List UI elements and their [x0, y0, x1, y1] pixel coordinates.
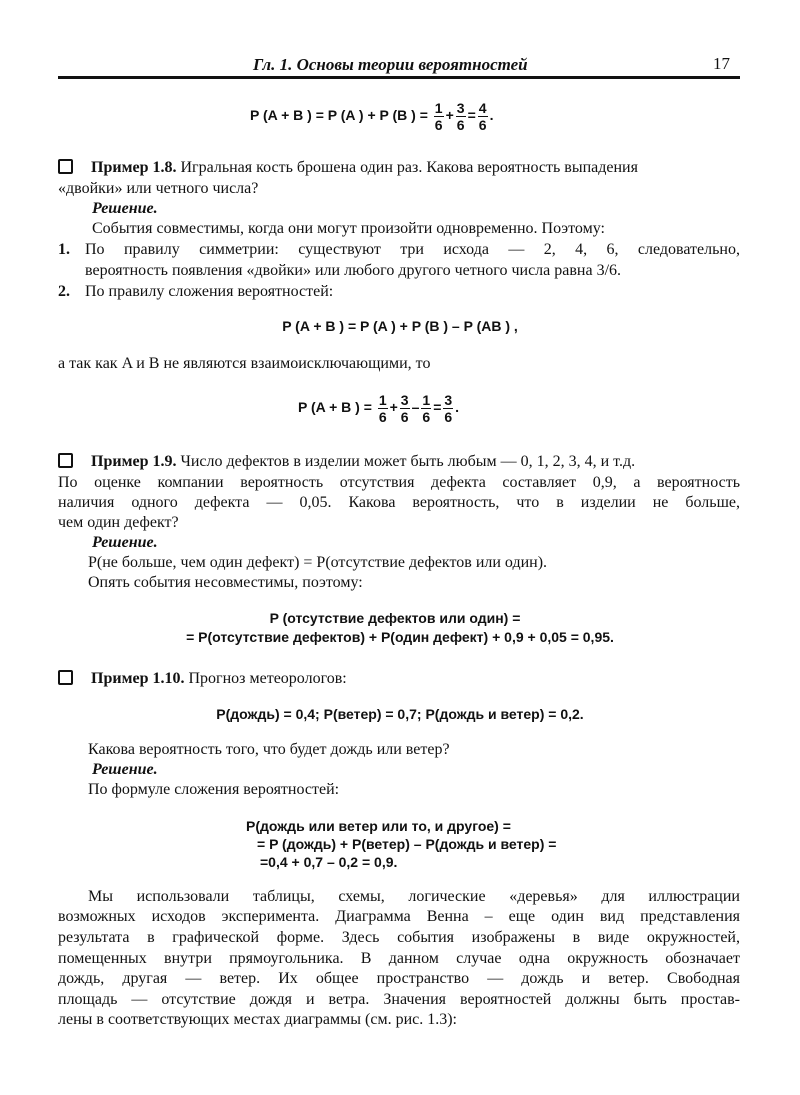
example-1-9-line3: наличия одного дефекта — 0,05. Какова вероятность, что в изделии не больше,	[58, 494, 740, 511]
paragraph-line5: дождь, другая — ветер. Их общее пространство — дождь и ветер. Свободная	[58, 970, 740, 987]
solution-label: Решение.	[92, 534, 158, 551]
example-1-9-line4: чем один дефект?	[58, 514, 179, 531]
list-item-1-number: 1.	[58, 241, 70, 258]
checkbox-square-icon	[58, 670, 73, 685]
formula-forecast: P(дождь) = 0,4; P(ветер) = 0,7; P(дождь и ветер) = 0,2.	[216, 706, 584, 722]
header-rule	[58, 76, 740, 79]
example-1-8-line3: События совместимы, когда они могут произойти одновременно. Поэтому:	[92, 220, 605, 237]
paragraph-line2: возможных исходов эксперимента. Диаграмма Венна – еще один вид представления	[58, 908, 740, 925]
list-item-2-text: По правилу сложения вероятностей:	[85, 283, 334, 300]
example-1-8-label: Пример 1.8.	[91, 159, 177, 176]
formula-1-10-line3: =0,4 + 0,7 – 0,2 = 0,9.	[260, 854, 398, 870]
formula-1-10-line1: P(дождь или ветер или то, и другое) =	[246, 818, 511, 834]
example-1-8-line1: Пример 1.8. Игральная кость брошена один раз. Какова вероятность выпадения	[58, 158, 638, 178]
example-1-9-line5: P(не больше, чем один дефект) = P(отсутствие дефектов или один).	[88, 554, 548, 571]
chapter-title: Гл. 1. Основы теории вероятностей	[253, 55, 528, 74]
example-1-10-line1: Пример 1.10. Прогноз метеорологов:	[58, 669, 347, 689]
formula-general-addition: P (A + B ) = P (A ) + P (B ) – P (AB ) ,	[282, 318, 518, 334]
list-item-2-number: 2.	[58, 283, 70, 300]
formula-1-9-line2: = P(отсутствие дефектов) + P(один дефект) + 0,9 + 0,05 = 0,95.	[186, 629, 614, 645]
example-1-9-line1: Пример 1.9. Число дефектов в изделии может быть любым — 0, 1, 2, 3, 4, и т.д.	[58, 452, 635, 472]
example-1-10-line3: По формуле сложения вероятностей:	[88, 781, 340, 798]
list-item-1-line1: По правилу симметрии: существуют три исхода — 2, 4, 6, следовательно,	[85, 241, 740, 258]
paragraph-line6: площадь — отсутствие дождя и ветра. Значения вероятностей должны быть простав-	[58, 991, 740, 1008]
example-1-10-line2: Какова вероятность того, что будет дождь или ветер?	[88, 741, 450, 758]
formula-sum-prob: P (A + B ) = P (A ) + P (B ) = $\frac{1}{6}$ + $\frac{3}{6}$ = $\frac{4}{6}$ .	[250, 100, 494, 133]
paragraph-line4: помещенных внутри прямоугольника. В данном случае одна окружность обозначает	[58, 950, 740, 967]
example-1-9-line6: Опять события несовместимы, поэтому:	[88, 574, 363, 591]
paragraph-line1: Мы использовали таблицы, схемы, логические «деревья» для иллюстрации	[88, 888, 740, 905]
paragraph-line7: лены в соответствующих местах диаграммы (см. рис. 1.3):	[58, 1011, 457, 1028]
checkbox-square-icon	[58, 159, 73, 174]
list-item-1-line2: вероятность появления «двойки» или любого другого четного числа равна 3/6.	[85, 262, 622, 279]
paragraph-line3: результата в графической форме. Здесь события изображены в виде окружностей,	[58, 929, 740, 946]
formula-result-1-8: P (A + B ) = $\frac{1}{6}$ + $\frac{3}{6}$ – $\frac{1}{6}$ = $\frac{3}{6}$ .	[298, 392, 460, 425]
solution-label: Решение.	[92, 200, 158, 217]
formula-1-9-line1: P (отсутствие дефектов или один) =	[269, 610, 521, 626]
example-1-10-label: Пример 1.10.	[91, 670, 185, 687]
formula-1-10-line2: = P (дождь) + P(ветер) – P(дождь и ветер) =	[257, 836, 557, 852]
page-number: 17	[713, 54, 730, 73]
example-1-9-label: Пример 1.9.	[91, 453, 177, 470]
checkbox-square-icon	[58, 453, 73, 468]
solution-label: Решение.	[92, 761, 158, 778]
example-1-8-line2: «двойки» или четного числа?	[58, 180, 259, 197]
example-1-8-between-text: а так как A и B не являются взаимоисключающими, то	[58, 355, 431, 372]
example-1-9-line2: По оценке компании вероятность отсутствия дефекта составляет 0,9, а вероятность	[58, 474, 740, 491]
